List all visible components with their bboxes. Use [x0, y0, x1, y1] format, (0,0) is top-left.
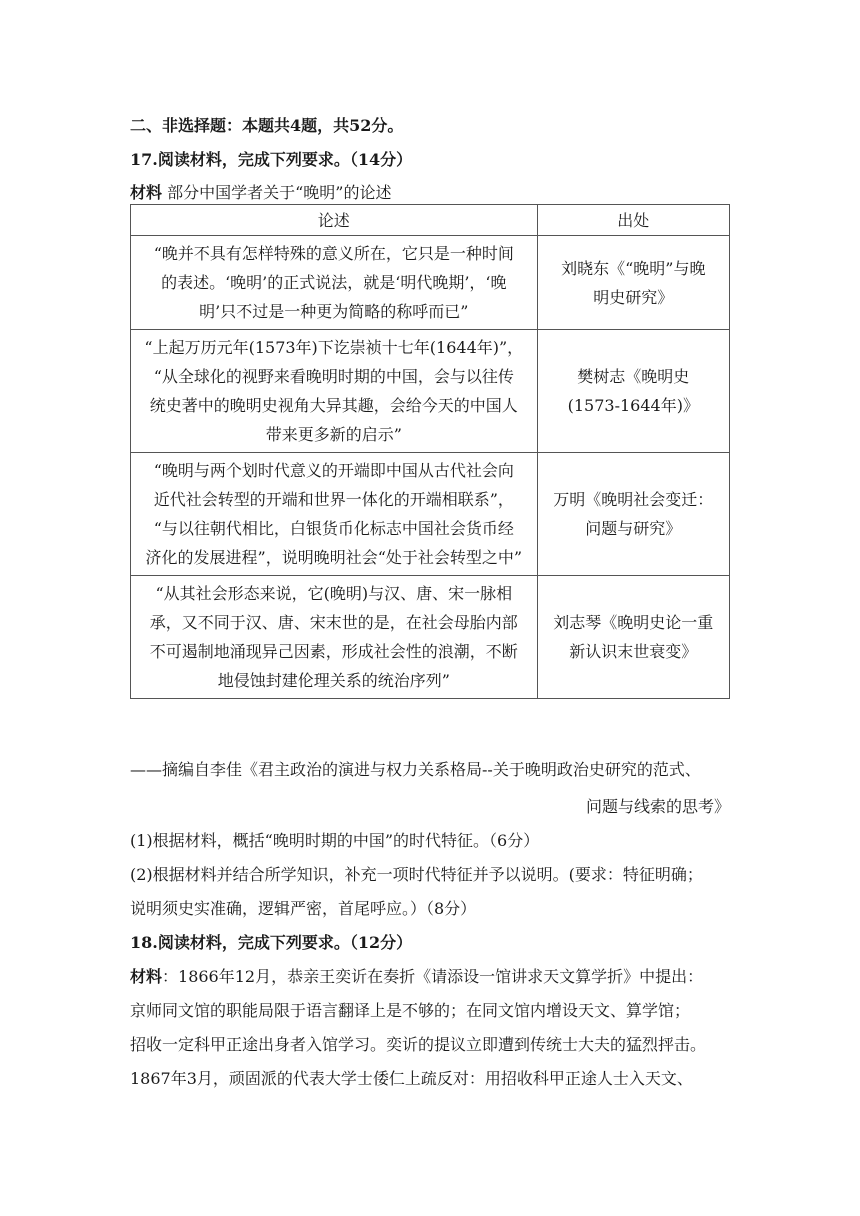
source-line: 明史研究》 — [593, 287, 674, 307]
statement-line: “与以往朝代相比，白银货币化标志中国社会货币经 — [153, 519, 514, 538]
statement-line: “从其社会形态来说，它(晚明)与汉、唐、宋一脉相 — [155, 584, 513, 603]
statement-line: “从全球化的视野来看晚明时期的中国，会与以往传 — [153, 367, 514, 386]
statement-line: 承，又不同于汉、唐、宋末世的是，在社会母胎内部 — [149, 613, 518, 632]
table-header-row — [131, 205, 730, 236]
q17-table — [130, 204, 730, 699]
statement-line: 地侵蚀封建伦理关系的统治序列” — [217, 671, 450, 690]
source-line: (1573-1644年)》 — [567, 396, 699, 415]
q18-material-line-1 — [130, 964, 703, 987]
section-heading: 二、非选择题：本题共4题，共52分。 — [130, 116, 404, 135]
table-cell-source — [537, 236, 729, 330]
table-row — [131, 453, 730, 576]
table-header-source: 出处 — [537, 205, 729, 236]
source-line: 刘晓东《“晚明”与晚 — [561, 258, 706, 278]
q17-material-caption: 部分中国学者关于“晚明”的论述 — [167, 183, 392, 202]
q18-material-line-4: 1867年3月，顽固派的代表大学士倭仁上疏反对：用招收科甲正途人士入天文、 — [130, 1069, 693, 1088]
statement-line: 明’只不过是一种更为简略的称呼而已” — [199, 302, 469, 321]
q17-title: 17.阅读材料，完成下列要求。（14分） — [130, 150, 413, 169]
statement-line: 不可遏制地涌现异己因素，形成社会性的浪潮，不断 — [149, 642, 518, 661]
q18-material-line-3: 招收一定科甲正途出身者入馆学习。奕䜣的提议立即遭到传统士大夫的猛烈抨击。 — [130, 1035, 707, 1054]
table-cell-statement — [131, 330, 538, 453]
citation-line-2: 问题与线索的思考》 — [585, 797, 730, 816]
q17-subquestion-2-line-1: (2)根据材料并结合所学知识，补充一项时代特征并予以说明。(要求：特征明确； — [130, 865, 703, 884]
statement-line: 济化的发展进程”，说明晚明社会“处于社会转型之中” — [145, 548, 523, 567]
q17-subquestion-1: (1)根据材料，概括“晚明时期的中国”的时代特征。（6分） — [130, 831, 540, 850]
q17-material-label: 材料 — [130, 183, 163, 202]
source-line: 新认识末世衰变》 — [569, 642, 698, 661]
source-line: 万明《晚明社会变迁： — [553, 490, 714, 509]
table-header-statement: 论述 — [131, 205, 538, 236]
statement-line: 带来更多新的启示” — [265, 425, 402, 444]
table-row — [131, 576, 730, 699]
table-cell-statement — [131, 236, 538, 330]
source-line: 刘志琴《晚明史论一重 — [553, 613, 714, 632]
statement-line: 的表述。‘晚明’的正式说法，就是‘明代晚期’，‘晚 — [161, 273, 507, 292]
source-line: 樊树志《晚明史 — [577, 367, 690, 386]
q18-material-line-2: 京师同文馆的职能局限于语言翻译上是不够的；在同文馆内增设天文、算学馆； — [130, 1001, 691, 1020]
q18-title: 18.阅读材料，完成下列要求。（12分） — [130, 933, 413, 952]
statement-line: “晚明与两个划时代意义的开端即中国从古代社会向 — [153, 461, 514, 480]
table-cell-source — [537, 453, 729, 576]
q18-material-text: ：1866年12月，恭亲王奕䜣在奏折《请添设一馆讲求天文算学折》中提出： — [162, 967, 704, 986]
source-line: 问题与研究》 — [585, 519, 682, 538]
statement-line: “晚并不具有怎样特殊的意义所在，它只是一种时间 — [153, 244, 514, 263]
statement-line: “上起万历元年(1573年)下讫崇祯十七年(1644年)”， — [144, 338, 524, 357]
q17-subquestion-2-line-2: 说明须史实准确，逻辑严密，首尾呼应。）（8分） — [130, 899, 477, 918]
table-row — [131, 330, 730, 453]
citation-line-1: ——摘编自李佳《君主政治的演进与权力关系格局--关于晚明政治史研究的范式、 — [130, 760, 701, 779]
table-cell-source — [537, 576, 729, 699]
statement-line: 统史著中的晚明史视角大异其趣，会给今天的中国人 — [149, 396, 518, 415]
table-cell-source — [537, 330, 729, 453]
statement-line: 近代社会转型的开端和世界一体化的开端相联系”， — [153, 490, 514, 509]
q17-material-caption-line — [130, 180, 391, 203]
table-row — [131, 236, 730, 330]
q18-material-label: 材料 — [130, 967, 163, 986]
table-cell-statement — [131, 453, 538, 576]
table-cell-statement — [131, 576, 538, 699]
